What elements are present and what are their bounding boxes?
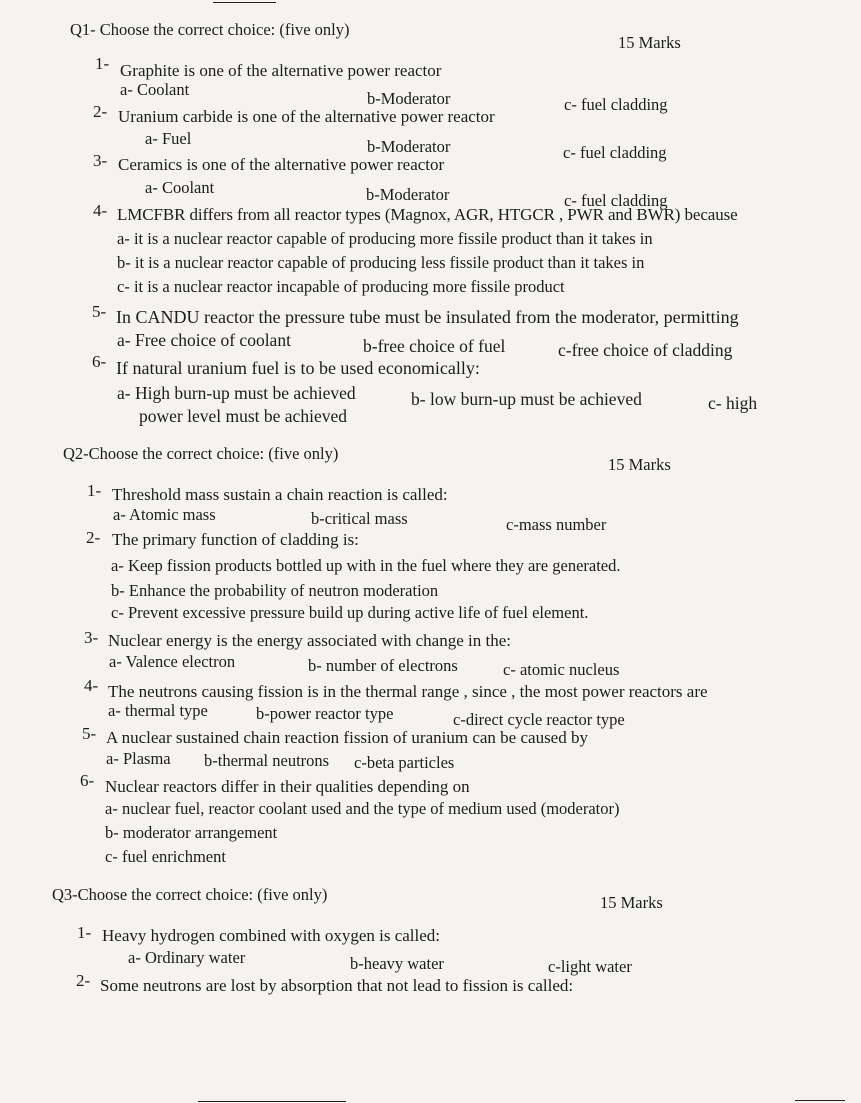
q1-item-1-option-a: a- Coolant bbox=[120, 80, 190, 99]
q2-item-5-option-c: c-beta particles bbox=[354, 753, 455, 772]
q3-item-2-question: Some neutrons are lost by absorption that not lead to fission is called: bbox=[100, 976, 574, 995]
q1-item-3-number: 3- bbox=[93, 151, 108, 170]
q3-item-2-number: 2- bbox=[76, 971, 91, 990]
q1-item-4-question: LMCFBR differs from all reactor types (Magnox, AGR, HTGCR , PWR and BWR) because bbox=[117, 205, 738, 224]
q3-marks: 15 Marks bbox=[600, 893, 663, 912]
q2-item-6-option-b: b- moderator arrangement bbox=[105, 823, 278, 842]
q2-item-6-option-a: a- nuclear fuel, reactor coolant used and the type of medium used (moderator) bbox=[105, 799, 620, 818]
q1-item-5-option-c: c-free choice of cladding bbox=[558, 340, 733, 360]
q2-heading: Q2-Choose the correct choice: (five only) bbox=[63, 444, 339, 463]
q3-item-1-number: 1- bbox=[77, 923, 92, 942]
q1-marks: 15 Marks bbox=[618, 33, 681, 52]
q2-item-2-option-a: a- Keep fission products bottled up with in the fuel where they are generated. bbox=[111, 556, 621, 575]
q1-item-5-option-a: a- Free choice of coolant bbox=[117, 330, 291, 350]
q1-item-5-number: 5- bbox=[92, 302, 107, 321]
q2-item-3-option-c: c- atomic nucleus bbox=[503, 660, 620, 679]
q1-item-2-question: Uranium carbide is one of the alternative power reactor bbox=[118, 107, 495, 126]
q2-item-4-number: 4- bbox=[84, 676, 99, 695]
q2-item-2-number: 2- bbox=[86, 528, 101, 547]
q3-item-1-option-b: b-heavy water bbox=[350, 954, 444, 973]
q2-item-2-option-b: b- Enhance the probability of neutron moderation bbox=[111, 581, 439, 600]
q2-item-5-question: A nuclear sustained chain reaction fission of uranium can be caused by bbox=[106, 728, 588, 747]
q3-item-1-option-c: c-light water bbox=[548, 957, 632, 976]
q2-item-6-question: Nuclear reactors differ in their qualities depending on bbox=[105, 777, 470, 796]
q2-item-5-number: 5- bbox=[82, 724, 97, 743]
q1-item-3-question: Ceramics is one of the alternative power reactor bbox=[118, 155, 445, 174]
q2-item-5-option-a: a- Plasma bbox=[106, 749, 171, 768]
q1-item-6-option-c-continued: power level must be achieved bbox=[139, 406, 347, 426]
q1-item-1-number: 1- bbox=[95, 54, 110, 73]
q1-item-1-question: Graphite is one of the alternative power reactor bbox=[120, 61, 442, 80]
q2-marks: 15 Marks bbox=[608, 455, 671, 474]
q1-item-4-option-c: c- it is a nuclear reactor incapable of producing more fissile product bbox=[117, 277, 565, 296]
q1-item-3-option-a: a- Coolant bbox=[145, 178, 215, 197]
q2-item-1-option-c: c-mass number bbox=[506, 515, 607, 534]
q2-item-4-option-b: b-power reactor type bbox=[256, 704, 394, 723]
q1-item-2-number: 2- bbox=[93, 102, 108, 121]
q2-item-2-question: The primary function of cladding is: bbox=[112, 530, 359, 549]
q1-item-5-question: In CANDU reactor the pressure tube must be insulated from the moderator, permitting bbox=[116, 307, 739, 327]
q2-item-5-option-b: b-thermal neutrons bbox=[204, 751, 330, 770]
q1-item-4-option-a: a- it is a nuclear reactor capable of producing more fissile product than it takes in bbox=[117, 229, 653, 248]
q2-item-6-option-c: c- fuel enrichment bbox=[105, 847, 226, 866]
q2-item-4-option-c: c-direct cycle reactor type bbox=[453, 710, 625, 729]
q1-item-4-option-b: b- it is a nuclear reactor capable of producing less fissile product than it takes in bbox=[117, 253, 645, 272]
q2-item-1-question: Threshold mass sustain a chain reaction is called: bbox=[112, 485, 448, 504]
q1-item-6-option-c: c- high bbox=[708, 393, 758, 413]
q3-heading: Q3-Choose the correct choice: (five only) bbox=[52, 885, 328, 904]
q2-item-1-number: 1- bbox=[87, 481, 102, 500]
q2-item-4-question: The neutrons causing fission is in the thermal range , since , the most power reactors are bbox=[108, 682, 708, 701]
q1-item-2-option-c: c- fuel cladding bbox=[563, 143, 667, 162]
q2-item-1-option-a: a- Atomic mass bbox=[113, 505, 216, 524]
q1-item-3-option-b: b-Moderator bbox=[366, 185, 450, 204]
q1-item-6-option-a: a- High burn-up must be achieved bbox=[117, 383, 356, 403]
q1-item-2-option-a: a- Fuel bbox=[145, 129, 192, 148]
q3-item-1-option-a: a- Ordinary water bbox=[128, 948, 246, 967]
scan-bottom-line bbox=[198, 1101, 346, 1102]
q1-item-2-option-b: b-Moderator bbox=[367, 137, 451, 156]
scan-bottom-right-line bbox=[795, 1100, 845, 1101]
q2-item-1-option-b: b-critical mass bbox=[311, 509, 408, 528]
q2-item-6-number: 6- bbox=[80, 771, 95, 790]
q2-item-3-option-b: b- number of electrons bbox=[308, 656, 458, 675]
q1-item-5-option-b: b-free choice of fuel bbox=[363, 336, 506, 356]
q2-item-3-number: 3- bbox=[84, 628, 99, 647]
q3-item-1-question: Heavy hydrogen combined with oxygen is called: bbox=[102, 926, 441, 945]
q2-item-2-option-c: c- Prevent excessive pressure build up during active life of fuel element. bbox=[111, 603, 589, 622]
q1-item-6-option-b: b- low burn-up must be achieved bbox=[411, 389, 642, 409]
q2-item-4-option-a: a- thermal type bbox=[108, 701, 208, 720]
q1-item-4-number: 4- bbox=[93, 201, 108, 220]
q1-item-6-number: 6- bbox=[92, 352, 107, 371]
q1-item-1-option-b: b-Moderator bbox=[367, 89, 451, 108]
q2-item-3-option-a: a- Valence electron bbox=[109, 652, 236, 671]
q1-item-6-question: If natural uranium fuel is to be used economically: bbox=[116, 358, 480, 378]
q1-item-3-option-c: c- fuel cladding bbox=[564, 191, 668, 210]
scan-top-line bbox=[213, 2, 276, 3]
q1-item-1-option-c: c- fuel cladding bbox=[564, 95, 668, 114]
q1-heading: Q1- Choose the correct choice: (five only) bbox=[70, 20, 350, 39]
q2-item-3-question: Nuclear energy is the energy associated with change in the: bbox=[108, 631, 511, 650]
